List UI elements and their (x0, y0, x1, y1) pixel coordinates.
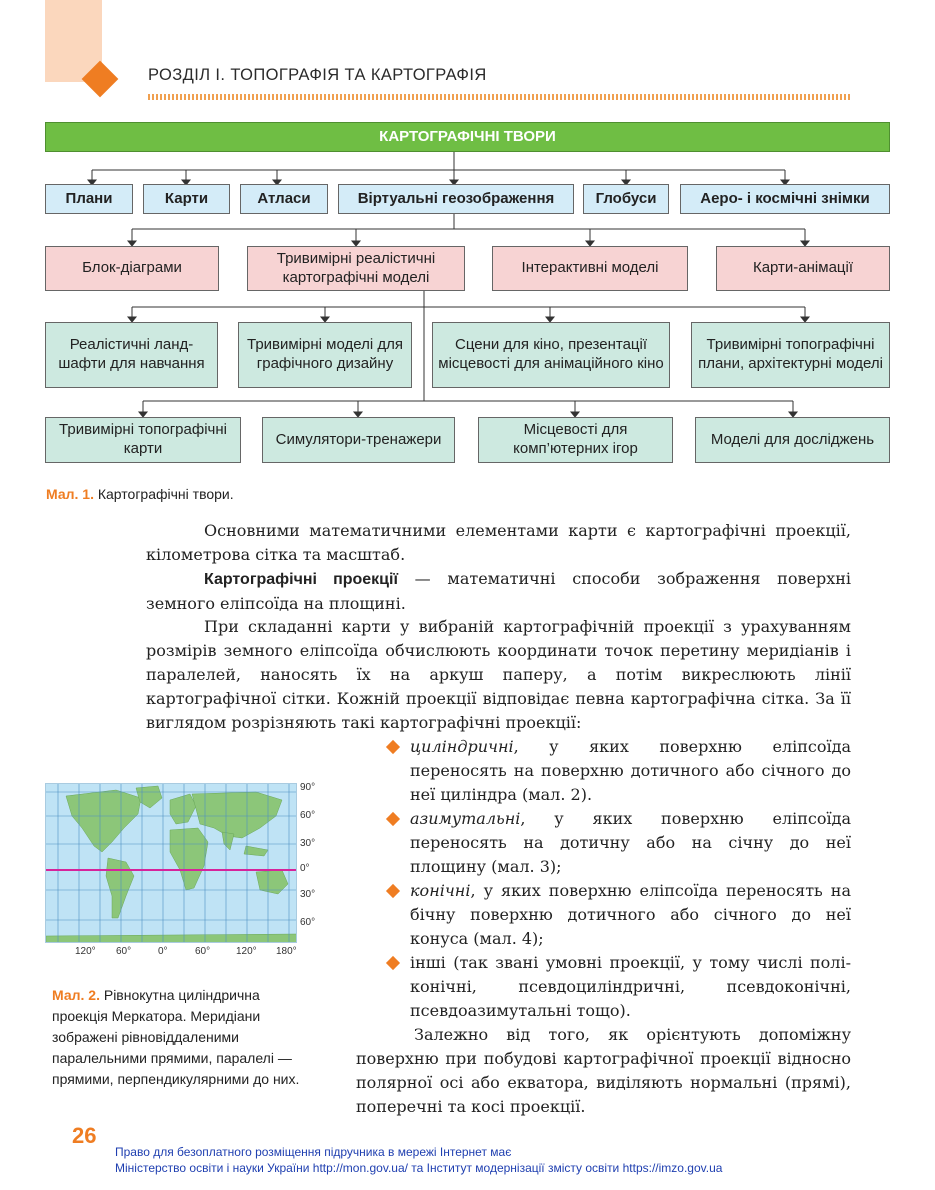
list-item-text (410, 879, 851, 951)
list-item-text (410, 951, 851, 1023)
section-title: РОЗДІЛ І. ТОПОГРАФІЯ ТА КАРТОГРАФІЯ (148, 66, 487, 84)
list-item-text (410, 735, 851, 807)
diagram-level2-box: Тривимірні реалістичні картографічні моделі (247, 246, 465, 291)
lat-label: 60° (300, 810, 316, 821)
lat-label: 30° (300, 889, 316, 900)
bullet-diamond-icon (386, 884, 400, 898)
bullet-diamond-icon (386, 956, 400, 970)
lon-label: 120° (236, 946, 257, 957)
lat-label: 90° (300, 782, 316, 793)
diagram-level4-box: Тривимірні топографічні карти (45, 417, 241, 463)
paragraph-1: Основними математичними елементами карти є картографічні проекції, кілометрова сітка та масштаб. (146, 521, 851, 564)
diagram-level1-box: Атласи (240, 184, 328, 214)
diagram-connectors (0, 0, 935, 480)
footer-line-1: Право для безоплатного розміщення підручника в мережі Інтернет має (115, 1145, 512, 1159)
fig2-text: Рівнокутна циліндрична проекція Меркатора. Меридіани зображені рівновіддаленими паралельними прямими, паралелі — прямими, перпендикулярними до них. (52, 987, 300, 1087)
mercator-map-graphic (46, 784, 297, 943)
diagram-level3-box: Реалістичні ланд-шафти для навчання (45, 322, 218, 388)
diagram-level2-box: Блок-діаграми (45, 246, 219, 291)
fig2-label: Мал. 2. (52, 987, 100, 1003)
mercator-map (45, 783, 297, 943)
lon-label: 120° (75, 946, 96, 957)
diagram-level1-box: Глобуси (583, 184, 669, 214)
lat-label: 30° (300, 838, 316, 849)
paragraph-2 (146, 567, 851, 616)
diagram-level2-box: Інтерактивні моделі (492, 246, 688, 291)
list-term: азимутальні (410, 809, 521, 828)
footer-line-2: Міністерство освіти і науки України http://mon.gov.ua/ та Інститут модернізації змісту освіти https://imzo.gov.ua (115, 1161, 723, 1175)
list-rest: , у яких поверхню еліпсоїда переносять на поверхню дотичного або січного до неї циліндра (мал. 2). (410, 737, 851, 804)
diagram-level3-box: Тривимірні топографічні плани, архітектурні моделі (691, 322, 890, 388)
bullet-diamond-icon (386, 812, 400, 826)
diagram-level4-box: Моделі для досліджень (695, 417, 890, 463)
paragraph-2-rest: — математичні способи зображення поверхні земного еліпсоїда на площині. (146, 569, 851, 613)
diagram-level1-box: Карти (143, 184, 230, 214)
paragraph-3: При складанні карти у вибраній картографічній проекції з урахуванням розмірів земного еліпсоїда обчислюють координати точок перетину меридіанів і паралелей, наносять їх на аркуш паперу, а потім викреслюють лінії картографічної сітки. Кожній проекції відповідає певна картографічна сітка. За її виглядом розрізняють такі картографічні проекції: (146, 617, 851, 732)
list-rest: інші (так звані умовні проекції, у тому числі поліконічні, псевдоциліндричні, псевдоконічні, псевдоазимутальні тощо). (410, 953, 851, 1020)
diagram-level3-box: Сцени для кіно, презентації місцевості для анімаційного кіно (432, 322, 670, 388)
fig1-label: Мал. 1. (46, 486, 94, 502)
page-number: 26 (72, 1123, 97, 1148)
lat-label: 60° (300, 917, 316, 928)
bullet-diamond-icon (386, 740, 400, 754)
diagram-level1-box: Віртуальні геозображення (338, 184, 574, 214)
fig2-caption (52, 985, 307, 1090)
diagram-level4-box: Місцевості для комп’ютерних ігор (478, 417, 673, 463)
diagram-level1-box: Плани (45, 184, 133, 214)
lon-label: 60° (116, 946, 132, 957)
fig1-text: Картографічні твори. (97, 486, 234, 502)
diagram-root-box: КАРТОГРАФІЧНІ ТВОРИ (45, 122, 890, 152)
term-bold: Картографічні проекції (204, 571, 398, 588)
fig1-caption (46, 486, 234, 502)
list-rest: , у яких поверхню еліпсоїда переносять на бічну поверхню дотичного або січного до неї конуса (мал. 4); (410, 881, 851, 948)
paragraph-4: Залежно від того, як орієнтують допоміжну поверхню при побудові картографічної проекції відносно полярної осі або екватора, виділяють нормальні (прямі), поперечні та косі проекції. (356, 1025, 851, 1116)
list-item-text (410, 807, 851, 879)
list-term: конічні (410, 881, 471, 900)
lon-label: 60° (195, 946, 211, 957)
diagram-level3-box: Тривимірні моделі для графічного дизайну (238, 322, 412, 388)
lat-label: 0° (300, 863, 310, 874)
list-rest: , у яких поверхню еліпсоїда переносять на дотичну або на січну до неї площину (мал. 3); (410, 809, 851, 876)
diagram-level4-box: Симулятори-тренажери (262, 417, 455, 463)
lon-label: 180° (276, 946, 297, 957)
lon-label: 0° (158, 946, 168, 957)
diagram-level2-box: Карти-анімації (716, 246, 890, 291)
list-term: циліндричні (410, 737, 514, 756)
diagram-level1-box: Аеро- і космічні знімки (680, 184, 890, 214)
